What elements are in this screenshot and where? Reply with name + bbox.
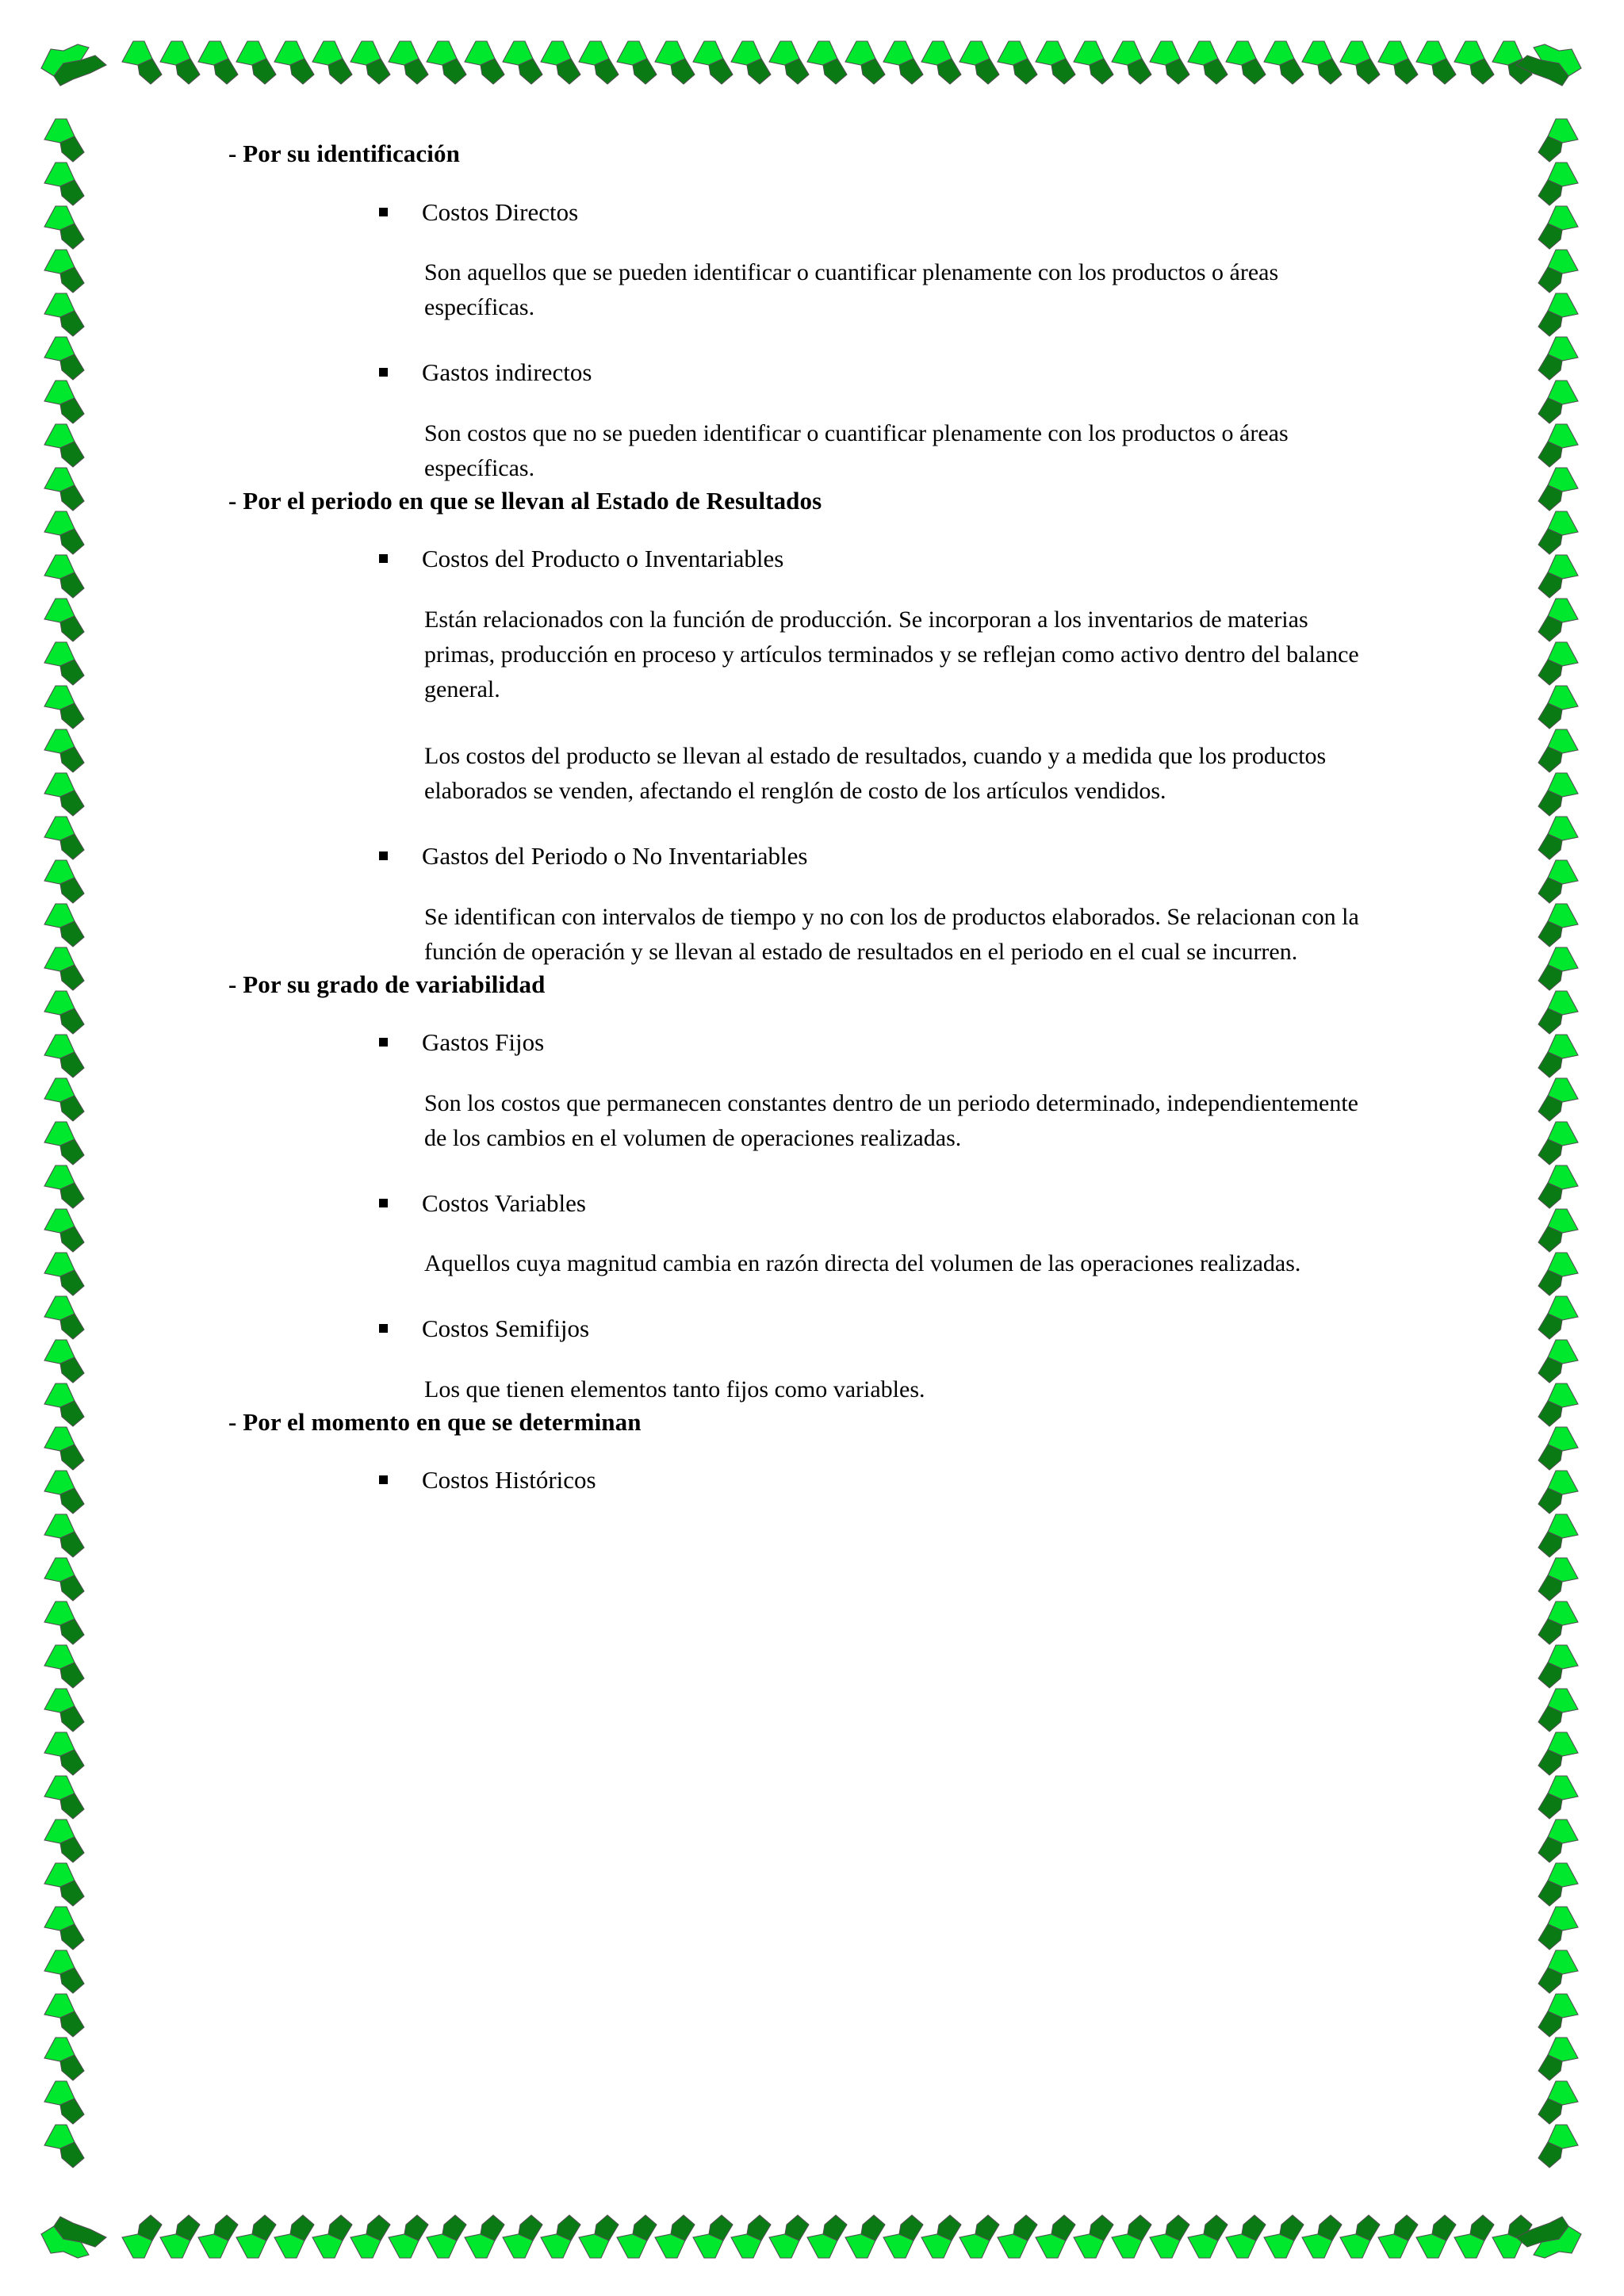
body-paragraph: Son los costos que permanecen constantes dentro de un periodo determinado, independientemente de los cambios en el volumen de operaciones realizadas. (424, 1089, 1358, 1151)
bullet-item (228, 543, 1378, 575)
section (228, 1407, 1378, 1497)
bullet-item-label: Gastos del Periodo o No Inventariables (422, 842, 808, 871)
body-paragraph: Son costos que no se pueden identificar o cuantificar plenamente con los productos o áreas específicas. (424, 419, 1289, 481)
section-heading: - Por el periodo en que se llevan al Estado de Resultados (228, 486, 822, 515)
square-bullet-icon (379, 851, 388, 860)
square-bullet-icon (379, 1199, 388, 1207)
bullet-item-label: Costos Variables (422, 1188, 586, 1217)
section (228, 970, 1378, 1407)
bullet-item (228, 1027, 1378, 1058)
square-bullet-icon (379, 554, 388, 563)
body-paragraph: Aquellos cuya magnitud cambia en razón directa del volumen de las operaciones realizadas. (424, 1250, 1301, 1277)
bullet-item (228, 1188, 1378, 1219)
bullet-item (228, 1313, 1378, 1345)
square-bullet-icon (379, 1475, 388, 1484)
body-paragraph: Los que tienen elementos tanto fijos como variables. (424, 1376, 925, 1402)
bullet-item (228, 840, 1378, 872)
bullet-item (228, 357, 1378, 388)
body-paragraph: Se identifican con intervalos de tiempo y no con los de productos elaborados. Se relacionan con la función de operación y se llevan al estado de resultados en el periodo en el cual se incurren. (424, 903, 1359, 965)
section-heading: - Por el momento en que se determinan (228, 1407, 642, 1436)
bullet-item (228, 1464, 1378, 1496)
section (228, 486, 1378, 970)
section-heading: - Por su grado de variabilidad (228, 970, 546, 998)
square-bullet-icon (379, 1324, 388, 1333)
bullet-item (228, 197, 1378, 228)
section-heading: - Por su identificación (228, 140, 460, 167)
square-bullet-icon (379, 1038, 388, 1047)
document-body (228, 139, 1378, 1524)
bullet-item-label: Costos Semifijos (422, 1314, 590, 1343)
section (228, 139, 1378, 486)
bullet-item-label: Costos Directos (422, 197, 579, 226)
bullet-item-label: Gastos Fijos (422, 1028, 545, 1057)
square-bullet-icon (379, 368, 388, 377)
square-bullet-icon (379, 208, 388, 216)
bullet-item-label: Costos Históricos (422, 1466, 596, 1494)
body-paragraph: Están relacionados con la función de producción. Se incorporan a los inventarios de materias primas, producción en proceso y artículos terminados y se reflejan como activo dentro del balance general. (424, 606, 1359, 702)
bullet-item-label: Costos del Producto o Inventariables (422, 545, 784, 573)
body-paragraph: Los costos del producto se llevan al estado de resultados, cuando y a medida que los productos elaborados se venden, afectando el renglón de costo de los artículos vendidos. (424, 743, 1327, 805)
bullet-item-label: Gastos indirectos (422, 358, 592, 387)
body-paragraph: Son aquellos que se pueden identificar o cuantificar plenamente con los productos o áreas específicas. (424, 259, 1279, 321)
